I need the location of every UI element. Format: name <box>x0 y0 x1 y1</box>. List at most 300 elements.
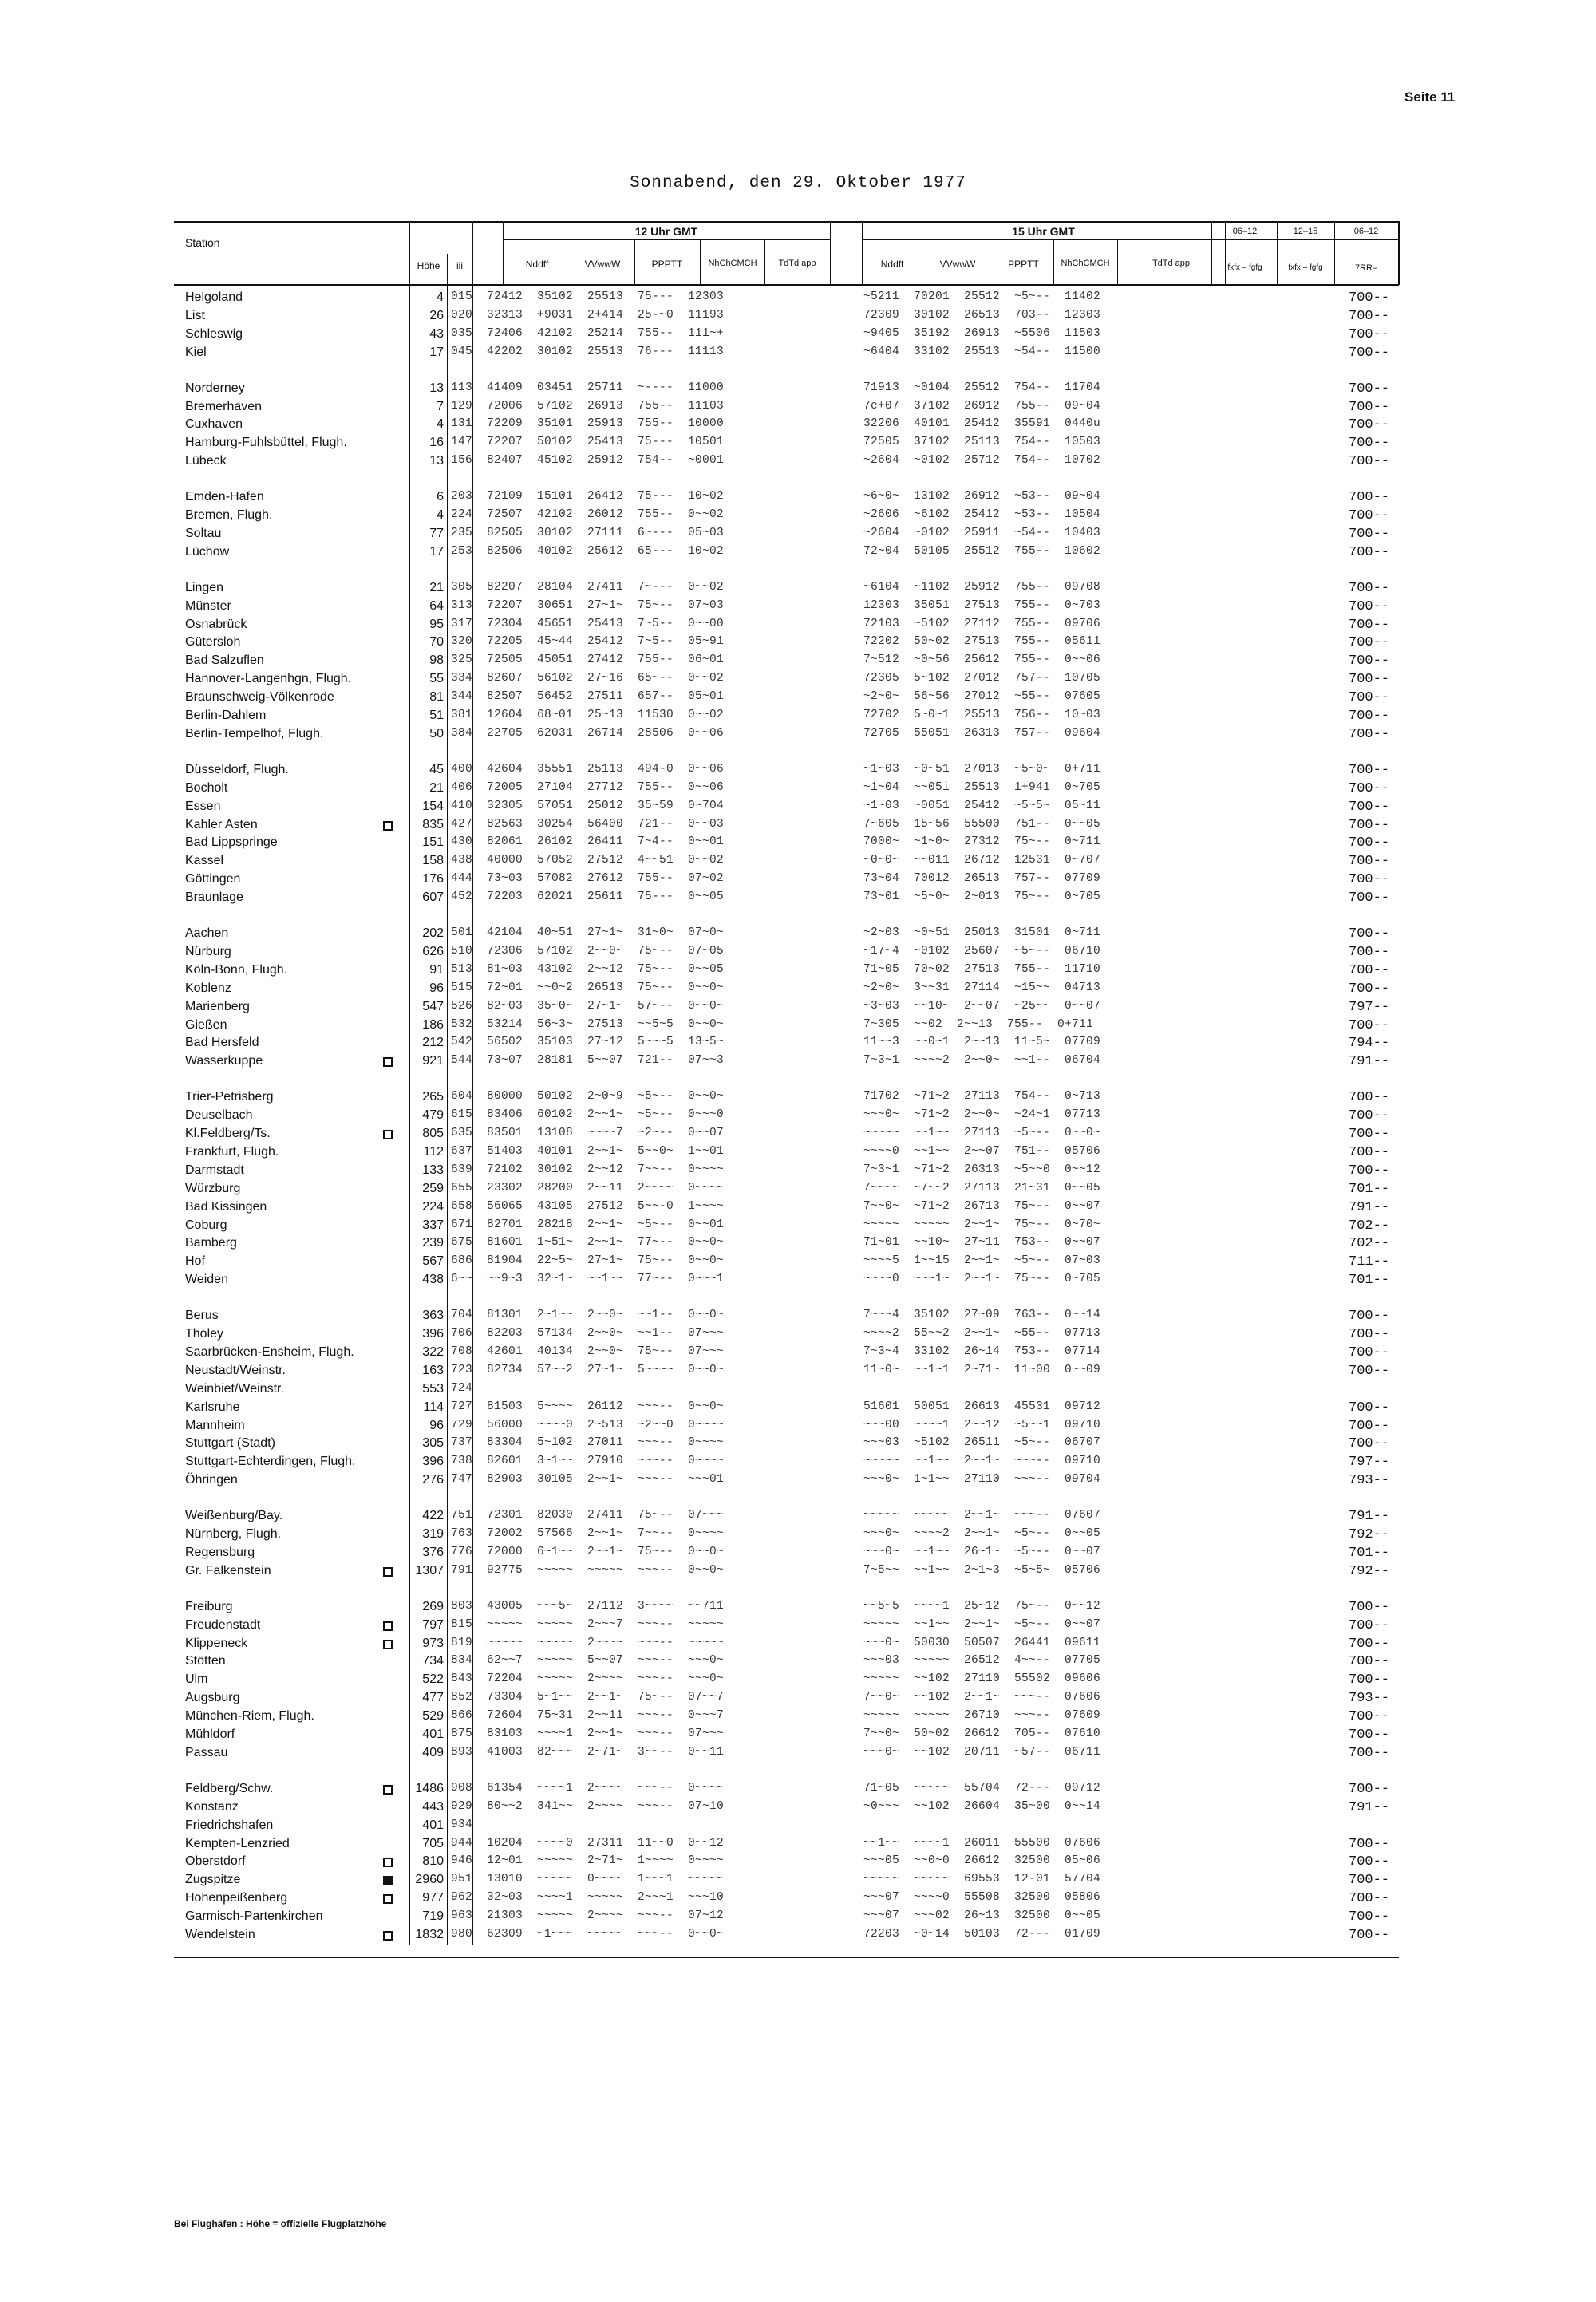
precip-code: 793-- <box>1349 1691 1390 1707</box>
obs-15-utc: 72705 55051 26313 757-- 09604 <box>863 726 1101 740</box>
obs-12-utc: 704 81301 2~1~~ 2~~0~ ~~1-- 0~~0~ <box>451 1309 725 1322</box>
obs-12-utc: 708 42601 40134 2~~0~ 75~-- 07~~~ <box>451 1344 725 1358</box>
station-name: Hannover-Langenhgn, Flugh. <box>185 672 352 686</box>
precip-code: 700-- <box>1349 817 1390 833</box>
station-name: Würzburg <box>185 1181 241 1195</box>
station-hoehe: 734 <box>422 1654 444 1668</box>
station-hoehe: 269 <box>422 1599 444 1613</box>
obs-15-utc: 7~3~1 ~71~2 26313 ~5~~0 0~~12 <box>863 1163 1101 1176</box>
obs-15-utc: 72702 5~0~1 25513 756-- 10~03 <box>863 709 1101 721</box>
station-name: Gr. Falkenstein <box>185 1563 271 1577</box>
station-name: Frankfurt, Flugh. <box>185 1144 279 1159</box>
station-hoehe: 626 <box>422 944 444 958</box>
station-hoehe: 2960 <box>415 1873 444 1887</box>
precip-code: 700-- <box>1349 872 1390 888</box>
station-name: Kassel <box>185 854 224 868</box>
obs-12-utc: 819 ~~~~~ ~~~~~ 2~~~~ ~~~-- ~~~~~ <box>451 1636 725 1649</box>
station-hoehe: 259 <box>422 1181 444 1195</box>
obs-12-utc: 791 92775 ~~~~~ ~~~~~ ~~~-- 0~~0~ <box>451 1563 725 1577</box>
obs-15-utc: 72~04 50105 25512 755-- 10602 <box>863 544 1101 558</box>
precip-code: 700-- <box>1349 962 1390 978</box>
station-name: Zugspitze <box>185 1873 241 1887</box>
precip-code: 700-- <box>1349 526 1390 542</box>
station-hoehe: 4 <box>437 290 444 304</box>
station-hoehe: 553 <box>422 1381 444 1396</box>
obs-12-utc: 834 62~~7 ~~~~~ 5~~07 ~~~-- ~~~0~ <box>451 1654 725 1668</box>
obs-15-utc: 72203 ~0~14 50103 72--- 01709 <box>863 1928 1101 1941</box>
obs-12-utc: 045 42202 30102 25513 76--- 11113 <box>451 345 725 358</box>
station-hoehe: 17 <box>429 345 444 359</box>
station-hoehe: 158 <box>422 854 444 868</box>
obs-12-utc: 532 53214 56~3~ 27513 ~~5~5 0~~0~ <box>451 1017 725 1031</box>
h-right-2: 12–15 <box>1293 227 1318 236</box>
station-hoehe: 1486 <box>415 1781 444 1795</box>
obs-15-utc: ~~~0~ 50030 50507 26441 09611 <box>863 1636 1101 1649</box>
precip-code: 700-- <box>1349 308 1390 324</box>
precip-code: 700-- <box>1349 598 1390 614</box>
obs-15-utc: 7000~ ~1~0~ 27312 75~-- 0~711 <box>863 835 1101 849</box>
precip-code: 700-- <box>1349 1599 1390 1615</box>
station-name: Emden-Hafen <box>185 490 264 504</box>
station-name: Trier-Petrisberg <box>185 1090 274 1104</box>
obs-15-utc: ~3~03 ~~10~ 2~~07 ~25~~ 0~~07 <box>863 999 1101 1013</box>
obs-15-utc: ~~~~~ ~~1~~ 2~~1~ ~5~-- 0~~07 <box>863 1617 1101 1631</box>
station-name: Augsburg <box>185 1691 240 1705</box>
station-hoehe: 70 <box>429 635 444 650</box>
obs-12-utc: 526 82~03 35~0~ 27~1~ 57~-- 0~~0~ <box>451 999 725 1013</box>
precip-code: 791-- <box>1349 1799 1390 1815</box>
station-name: Mannheim <box>185 1418 245 1432</box>
precip-code: 700-- <box>1349 417 1390 433</box>
precip-code: 700-- <box>1349 490 1390 506</box>
station-name: Stuttgart (Stadt) <box>185 1436 275 1451</box>
obs-15-utc: ~~~03 ~5102 26511 ~5~-- 06707 <box>863 1436 1101 1450</box>
precip-code: 700-- <box>1349 1163 1390 1179</box>
obs-12-utc: 803 43005 ~~~5~ 27112 3~~~~ ~~711 <box>451 1599 725 1613</box>
station-hoehe: 322 <box>422 1344 444 1359</box>
station-name: Braunlage <box>185 890 243 905</box>
h15-nddff: Nddff <box>880 259 904 270</box>
precip-code: 700-- <box>1349 1418 1390 1434</box>
precip-code: 701-- <box>1349 1545 1390 1561</box>
obs-12-utc: 6~~ ~~9~3 32~1~ ~~1~~ 77~-- 0~~~1 <box>451 1273 725 1286</box>
station-hoehe: 112 <box>423 1144 444 1159</box>
h12-vvwww: VVwwW <box>584 259 621 270</box>
obs-15-utc: ~2~0~ 3~~31 27114 ~15~~ 04713 <box>863 981 1101 994</box>
station-hoehe: 810 <box>422 1854 444 1869</box>
precip-code: 700-- <box>1349 926 1390 942</box>
obs-12-utc: 305 82207 28104 27411 7~--- 0~~02 <box>451 580 725 594</box>
station-name: Wendelstein <box>185 1928 255 1941</box>
precip-code: 700-- <box>1349 854 1390 870</box>
station-name: Berlin-Dahlem <box>185 709 267 722</box>
obs-12-utc: 635 83501 13108 ~~~~7 ~2~-- 0~~07 <box>451 1127 725 1139</box>
precip-code: 700-- <box>1349 580 1390 596</box>
h-right-3: 06–12 <box>1353 227 1379 236</box>
obs-12-utc: 381 12604 68~01 25~13 11530 0~~02 <box>451 709 725 721</box>
obs-12-utc: 334 82607 56102 27~16 65~-- 0~~02 <box>451 672 725 685</box>
obs-15-utc: 72103 ~5102 27112 755-- 09706 <box>863 617 1101 630</box>
station-hoehe: 4 <box>437 417 444 432</box>
obs-15-utc: 7~~~4 35102 27~09 763-- 0~~14 <box>863 1309 1101 1322</box>
station-name: Lüchow <box>185 544 230 559</box>
obs-12-utc: 400 42604 35551 25113 494-0 0~~06 <box>451 762 725 776</box>
station-name: München-Riem, Flugh. <box>185 1709 314 1724</box>
precip-code: 702-- <box>1349 1236 1390 1252</box>
obs-15-utc: ~~~0~ ~~1~~ 26~1~ ~5~-- 0~~07 <box>863 1545 1101 1558</box>
precip-code: 700-- <box>1349 672 1390 688</box>
obs-15-utc: 72309 30102 26513 703-- 12303 <box>863 308 1101 322</box>
mountain-station-square-icon <box>383 1130 393 1139</box>
header-iii: iii <box>456 260 463 271</box>
precip-code: 700-- <box>1349 1709 1390 1725</box>
station-hoehe: 607 <box>422 890 444 905</box>
obs-12-utc: 655 23302 28200 2~~11 2~~~~ 0~~~~ <box>451 1181 725 1194</box>
obs-12-utc: 727 81503 5~~~~ 26112 ~~~-- 0~~0~ <box>451 1400 725 1413</box>
precip-code: 791-- <box>1349 1509 1390 1525</box>
station-name: Berus <box>185 1309 219 1323</box>
mountain-station-square-icon <box>383 1785 393 1795</box>
precip-code: 700-- <box>1349 1436 1390 1452</box>
obs-12-utc: 129 72006 57102 26913 755-- 11103 <box>451 399 725 413</box>
station-name: Marienberg <box>185 999 250 1013</box>
obs-15-utc: ~~~~2 55~~2 2~~1~ ~55-- 07713 <box>863 1327 1101 1340</box>
obs-12-utc: 729 56000 ~~~~0 2~513 ~2~~0 0~~~~ <box>451 1418 725 1431</box>
header-station: Station <box>185 236 220 249</box>
precip-code: 700-- <box>1349 981 1390 997</box>
obs-15-utc: 11~~3 ~~0~1 2~~13 11~5~ 07709 <box>863 1036 1101 1049</box>
station-name: Kahler Asten <box>185 817 258 831</box>
station-name: Bamberg <box>185 1236 237 1250</box>
obs-15-utc: ~6404 33102 25513 ~54-- 11500 <box>863 345 1101 358</box>
precip-code: 700-- <box>1349 508 1390 523</box>
precip-code: 700-- <box>1349 1928 1390 1943</box>
precip-code: 700-- <box>1349 617 1390 633</box>
obs-12-utc: 156 82407 45102 25912 754-- ~0001 <box>451 454 725 468</box>
precip-code: 700-- <box>1349 1873 1390 1889</box>
mountain-station-square-icon <box>383 1057 393 1067</box>
header-12-uhr: 12 Uhr GMT <box>634 225 698 238</box>
station-name: Karlsruhe <box>185 1400 240 1414</box>
obs-12-utc: 515 72~01 ~~0~2 26513 75~-- 0~~0~ <box>451 981 725 994</box>
station-name: Weißenburg/Bay. <box>185 1509 283 1523</box>
obs-12-utc: 671 82701 28218 2~~1~ ~5~-- 0~~01 <box>451 1218 725 1231</box>
obs-15-utc: ~2604 ~0102 25911 ~54-- 10403 <box>863 526 1101 539</box>
station-name: Berlin-Tempelhof, Flugh. <box>185 726 324 740</box>
page-number: Seite 11 <box>1404 89 1456 105</box>
obs-12-utc: 015 72412 35102 25513 75--- 12303 <box>451 290 725 303</box>
station-hoehe: 151 <box>422 835 444 850</box>
station-name: Darmstadt <box>185 1163 244 1177</box>
station-hoehe: 50 <box>429 726 444 740</box>
obs-12-utc: 944 10204 ~~~~0 27311 11~~0 0~~12 <box>451 1836 725 1850</box>
station-hoehe: 305 <box>422 1436 444 1451</box>
station-hoehe: 4 <box>437 508 444 522</box>
station-name: Klippeneck <box>185 1636 248 1650</box>
station-name: Öhringen <box>185 1473 238 1487</box>
station-hoehe: 977 <box>422 1891 444 1905</box>
station-name: Mühldorf <box>185 1727 235 1741</box>
precip-code: 700-- <box>1349 1090 1390 1106</box>
station-name: Helgoland <box>185 290 243 304</box>
station-hoehe: 45 <box>429 762 444 776</box>
station-hoehe: 973 <box>422 1636 444 1650</box>
station-hoehe: 21 <box>429 580 444 594</box>
station-name: Passau <box>185 1745 228 1759</box>
obs-15-utc: ~5211 70201 25512 ~5~-- 11402 <box>863 290 1101 303</box>
h-right-sub-1: fxfx – fgfg <box>1227 263 1262 272</box>
station-hoehe: 133 <box>422 1163 444 1177</box>
precip-code: 791-- <box>1349 1054 1390 1070</box>
obs-15-utc: 7~~0~ 50~02 26612 705-- 07610 <box>863 1727 1101 1740</box>
obs-15-utc: ~~~0~ ~~102 20711 ~57-- 06711 <box>863 1745 1101 1759</box>
precip-code: 700-- <box>1349 709 1390 724</box>
obs-15-utc: ~17~4 ~0102 25607 ~5~-- 06710 <box>863 944 1101 958</box>
obs-15-utc: ~~~~0 ~~1~~ 2~~07 751-- 05706 <box>863 1144 1101 1158</box>
obs-12-utc: 542 56502 35103 27~12 5~~~5 13~5~ <box>451 1036 725 1049</box>
station-hoehe: 1307 <box>415 1563 444 1577</box>
station-hoehe: 55 <box>429 672 444 686</box>
obs-12-utc: 513 81~03 43102 2~~12 75~-- 0~~05 <box>451 962 725 976</box>
precip-code: 700-- <box>1349 1672 1390 1688</box>
obs-15-utc: ~~1~~ ~~~~1 26011 55500 07606 <box>863 1836 1101 1850</box>
precip-code: 700-- <box>1349 799 1390 815</box>
obs-15-utc: 7~512 ~0~56 25612 755-- 0~~06 <box>863 653 1101 667</box>
obs-12-utc: 893 41003 82~~~ 2~71~ 3~~-- 0~~11 <box>451 1745 725 1759</box>
obs-15-utc: ~~~07 ~~~~0 55508 32500 05806 <box>863 1891 1101 1905</box>
station-name: Gießen <box>185 1017 227 1032</box>
obs-15-utc: ~~~0~ 1~1~~ 27110 ~~~-- 09704 <box>863 1473 1101 1487</box>
station-hoehe: 96 <box>429 1418 444 1432</box>
obs-12-utc: 035 72406 42102 25214 755-- 111~+ <box>451 326 725 340</box>
obs-12-utc: 427 82563 30254 56400 721-- 0~~03 <box>451 817 725 831</box>
station-name: Hohenpeißenberg <box>185 1891 288 1905</box>
obs-15-utc: 72305 5~102 27012 757-- 10705 <box>863 672 1101 685</box>
obs-12-utc: 658 56065 43105 27512 5~~-0 1~~~~ <box>451 1199 725 1213</box>
obs-12-utc: 253 82506 40102 25612 65--- 10~02 <box>451 544 725 558</box>
obs-12-utc: 020 32313 +9031 2+414 25-~0 11193 <box>451 308 725 322</box>
precip-code: 700-- <box>1349 1745 1390 1761</box>
station-name: Konstanz <box>185 1799 239 1814</box>
station-hoehe: 477 <box>422 1691 444 1705</box>
station-name: Wasserkuppe <box>185 1054 263 1068</box>
station-name: Stötten <box>185 1654 226 1668</box>
station-hoehe: 96 <box>429 981 444 995</box>
h-right-sub-3: 7RR– <box>1354 263 1378 273</box>
station-name: Feldberg/Schw. <box>185 1781 274 1795</box>
station-name: Oberstdorf <box>185 1854 246 1869</box>
obs-15-utc: 72202 50~02 27513 755-- 05611 <box>863 635 1101 649</box>
station-hoehe: 163 <box>422 1363 444 1377</box>
obs-12-utc: 113 41409 03451 25711 ~---- 11000 <box>451 381 725 394</box>
precip-code: 701-- <box>1349 1273 1390 1289</box>
obs-15-utc: 51601 50051 26613 45531 09712 <box>863 1400 1101 1413</box>
obs-15-utc: ~~~~0 ~~~1~ 2~~1~ 75~-- 0~705 <box>863 1273 1101 1286</box>
station-hoehe: 81 <box>429 690 444 705</box>
obs-12-utc: 675 81601 1~51~ 2~~1~ 77~-- 0~~0~ <box>451 1236 725 1250</box>
obs-15-utc: 7e+07 37102 26912 755-- 09~04 <box>863 399 1101 413</box>
obs-12-utc: 852 73304 5~1~~ 2~~1~ 75~-- 07~~7 <box>451 1691 725 1704</box>
station-hoehe: 43 <box>429 326 444 341</box>
station-name: Bremen, Flugh. <box>185 508 273 522</box>
precip-code: 700-- <box>1349 1344 1390 1360</box>
obs-12-utc: 706 82203 57134 2~~0~ ~~1-- 07~~~ <box>451 1327 725 1340</box>
obs-15-utc: ~~~03 ~~~~~ 26512 4~~-- 07705 <box>863 1654 1101 1668</box>
obs-12-utc: 320 72205 45~44 25412 7~5-- 05~91 <box>451 635 725 649</box>
obs-12-utc: 934 <box>451 1818 473 1831</box>
obs-15-utc: 73~04 70012 26513 757-- 07709 <box>863 872 1101 886</box>
obs-15-utc: 7~~0~ ~71~2 26713 75~-- 0~~07 <box>863 1199 1101 1213</box>
precip-code: 700-- <box>1349 890 1390 906</box>
obs-15-utc: ~~~~~ ~~~~~ 2~~1~ ~~~-- 07607 <box>863 1509 1101 1522</box>
filled-square-icon <box>383 1876 393 1885</box>
obs-15-utc: 72505 37102 25113 754-- 10503 <box>863 436 1101 449</box>
station-name: Regensburg <box>185 1545 255 1559</box>
obs-12-utc: 843 72204 ~~~~~ 2~~~~ ~~~-- ~~~0~ <box>451 1672 725 1686</box>
precip-code: 700-- <box>1349 381 1390 397</box>
obs-15-utc: 7~3~1 ~~~~2 2~~0~ ~~1-- 06704 <box>863 1054 1101 1068</box>
h-right-sub-2: fxfx – fgfg <box>1288 263 1323 272</box>
h15-dew: TdTd app <box>1152 259 1191 268</box>
station-hoehe: 21 <box>429 780 444 795</box>
obs-15-utc: 71~01 ~~10~ 27~11 753-- 0~~07 <box>863 1236 1101 1250</box>
obs-12-utc: 604 80000 50102 2~0~9 ~5~-- 0~~0~ <box>451 1090 725 1104</box>
station-name: Hof <box>185 1254 205 1269</box>
obs-12-utc: 951 13010 ~~~~~ 0~~~~ 1~~~1 ~~~~~ <box>451 1873 725 1886</box>
obs-12-utc: 438 40000 57052 27512 4~~51 0~~02 <box>451 854 725 867</box>
station-hoehe: 522 <box>422 1672 444 1687</box>
header-15-uhr: 15 Uhr GMT <box>1012 225 1075 238</box>
station-name: Lingen <box>185 580 224 594</box>
obs-12-utc: 410 32305 57051 25012 35~59 0~704 <box>451 799 725 812</box>
header-hoehe: Höhe <box>417 260 440 271</box>
obs-15-utc: ~~~~~ ~~~~~ 2~~1~ 75~-- 0~70~ <box>863 1218 1101 1231</box>
obs-15-utc: 32206 40101 25412 35591 0440u <box>863 417 1101 431</box>
obs-12-utc: 815 ~~~~~ ~~~~~ 2~~~7 ~~~-- ~~~~~ <box>451 1617 725 1631</box>
precip-code: 700-- <box>1349 635 1390 651</box>
station-hoehe: 17 <box>429 544 444 559</box>
station-hoehe: 239 <box>422 1236 444 1250</box>
obs-15-utc: ~2604 ~0102 25712 754-- 10702 <box>863 454 1101 468</box>
precip-code: 700-- <box>1349 780 1390 796</box>
precip-code: 797-- <box>1349 999 1390 1015</box>
station-name: Soltau <box>185 526 222 540</box>
obs-12-utc: 776 72000 6~1~~ 2~~1~ 75~-- 0~~0~ <box>451 1545 725 1558</box>
precip-code: 700-- <box>1349 1854 1390 1870</box>
mountain-station-square-icon <box>383 1567 393 1577</box>
station-name: Gütersloh <box>185 635 241 650</box>
obs-15-utc: ~1~03 ~0~51 27013 ~5~0~ 0+711 <box>863 762 1101 776</box>
obs-15-utc: ~0~~~ ~~102 26604 35~00 0~~14 <box>863 1799 1101 1813</box>
station-hoehe: 212 <box>422 1036 444 1050</box>
precip-code: 700-- <box>1349 436 1390 452</box>
obs-12-utc: 946 12~01 ~~~~~ 2~71~ 1~~~~ 0~~~~ <box>451 1854 725 1868</box>
precip-code: 797-- <box>1349 1455 1390 1471</box>
obs-15-utc: 71913 ~0104 25512 754-- 11704 <box>863 381 1101 394</box>
precip-code: 792-- <box>1349 1527 1390 1542</box>
station-name: Bremerhaven <box>185 399 263 413</box>
mountain-station-square-icon <box>383 1858 393 1867</box>
station-hoehe: 114 <box>423 1400 444 1414</box>
obs-12-utc: 751 72301 82030 27411 75~-- 07~~~ <box>451 1509 725 1522</box>
station-hoehe: 921 <box>422 1054 444 1068</box>
station-name: Kl.Feldberg/Ts. <box>185 1127 271 1140</box>
station-name: Ulm <box>185 1672 208 1687</box>
station-hoehe: 443 <box>422 1799 444 1814</box>
station-name: Kiel <box>185 345 207 359</box>
obs-15-utc: ~9405 35192 26913 ~5506 11503 <box>863 326 1101 340</box>
obs-12-utc: 963 21303 ~~~~~ 2~~~~ ~~~-- 07~12 <box>451 1909 725 1923</box>
station-hoehe: 719 <box>422 1909 444 1924</box>
precip-code: 792-- <box>1349 1563 1390 1579</box>
precip-code: 700-- <box>1349 454 1390 470</box>
obs-15-utc: ~1~04 ~~05i 25513 1+941 0~705 <box>863 780 1101 794</box>
station-hoehe: 98 <box>429 653 444 668</box>
station-hoehe: 276 <box>422 1473 444 1487</box>
station-name: Koblenz <box>185 981 231 995</box>
obs-12-utc: 131 72209 35101 25913 755-- 10000 <box>451 417 725 431</box>
station-name: Freiburg <box>185 1599 233 1613</box>
station-name: Bad Hersfeld <box>185 1036 259 1050</box>
station-name: Düsseldorf, Flugh. <box>185 762 289 776</box>
precip-code: 700-- <box>1349 690 1390 706</box>
precip-code: 700-- <box>1349 1108 1390 1124</box>
obs-15-utc: 12303 35051 27513 755-- 0~703 <box>863 598 1101 612</box>
station-hoehe: 16 <box>429 436 444 450</box>
station-hoehe: 95 <box>429 617 444 631</box>
obs-12-utc: 147 72207 50102 25413 75--- 10501 <box>451 436 725 449</box>
obs-12-utc: 908 61354 ~~~~1 2~~~~ ~~~-- 0~~~~ <box>451 1781 725 1795</box>
obs-12-utc: 224 72507 42102 26012 755-- 0~~02 <box>451 508 725 521</box>
h-right-1: 06–12 <box>1232 227 1258 236</box>
obs-15-utc: ~6104 ~1102 25912 755-- 09708 <box>863 580 1101 594</box>
obs-12-utc: 384 22705 62031 26714 28506 0~~06 <box>451 726 725 740</box>
station-hoehe: 51 <box>429 709 444 722</box>
obs-15-utc: 7~~0~ ~~102 2~~1~ ~~~-- 07606 <box>863 1691 1101 1704</box>
station-name: Köln-Bonn, Flugh. <box>185 962 288 977</box>
obs-12-utc: 639 72102 30102 2~~12 7~~-- 0~~~~ <box>451 1163 725 1176</box>
obs-15-utc: ~~~~~ ~~1~~ 2~~1~ ~~~-- 09710 <box>863 1455 1101 1468</box>
obs-12-utc: 763 72002 57566 2~~1~ 7~~-- 0~~~~ <box>451 1527 725 1540</box>
precip-code: 700-- <box>1349 345 1390 361</box>
obs-15-utc: ~~~~~ ~~~~~ 69553 12-01 57704 <box>863 1873 1101 1886</box>
obs-15-utc: 71~05 70~02 27513 755-- 11710 <box>863 962 1101 976</box>
obs-12-utc: 615 83406 60102 2~~1~ ~5~-- 0~~~0 <box>451 1108 725 1122</box>
obs-12-utc: 637 51403 40101 2~~1~ 5~~0~ 1~~01 <box>451 1144 725 1158</box>
obs-15-utc: ~~~~~ ~~~~~ 26710 ~~~-- 07609 <box>863 1709 1101 1723</box>
station-name: Nürburg <box>185 944 231 958</box>
obs-12-utc: 317 72304 45651 25413 7~5-- 0~~00 <box>451 617 725 630</box>
obs-15-utc: ~6~0~ 13102 26912 ~53-- 09~04 <box>863 490 1101 503</box>
obs-15-utc: ~~~0~ ~~~~2 2~~1~ ~5~-- 0~~05 <box>863 1527 1101 1540</box>
obs-12-utc: 203 72109 15101 26412 75--- 10~02 <box>451 490 725 503</box>
precip-code: 700-- <box>1349 1363 1390 1379</box>
station-name: Garmisch-Partenkirchen <box>185 1909 323 1924</box>
precip-code: 700-- <box>1349 544 1390 560</box>
precip-code: 700-- <box>1349 1309 1390 1325</box>
obs-15-utc: ~~~00 ~~~~1 2~~12 ~5~~1 09710 <box>863 1418 1101 1431</box>
precip-code: 700-- <box>1349 1017 1390 1033</box>
obs-15-utc: ~~~07 ~~~02 26~13 32500 0~~05 <box>863 1909 1101 1923</box>
obs-12-utc: 544 73~07 28181 5~~07 721-- 07~~3 <box>451 1054 725 1068</box>
station-name: Deuselbach <box>185 1108 253 1123</box>
mountain-station-square-icon <box>383 1931 393 1941</box>
station-hoehe: 547 <box>422 999 444 1013</box>
station-hoehe: 1832 <box>415 1928 444 1941</box>
station-hoehe: 479 <box>422 1108 444 1123</box>
station-hoehe: 396 <box>422 1327 444 1341</box>
precip-code: 702-- <box>1349 1218 1390 1234</box>
